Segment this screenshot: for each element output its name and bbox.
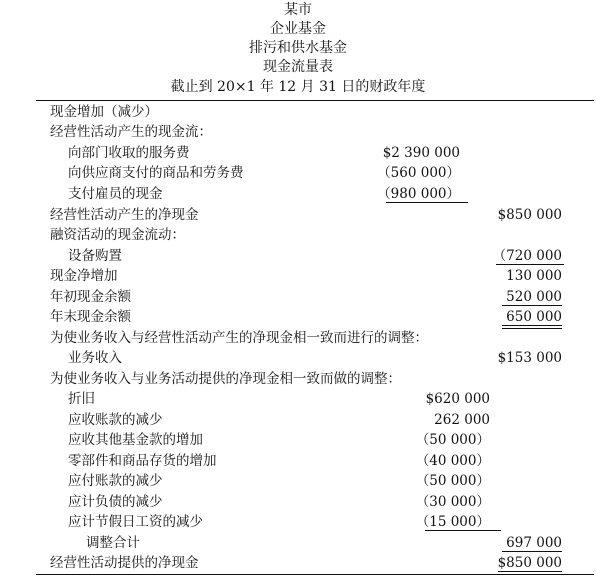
table-row (0, 266, 596, 286)
amount-detail: 262 000 (434, 412, 490, 428)
table-row (0, 410, 596, 430)
subtotal-underline (502, 305, 562, 306)
row-label: 经营性活动提供的净现金 (50, 555, 199, 571)
amount-detail: （30 000） (415, 494, 490, 510)
table-row (0, 512, 596, 532)
table-row (0, 328, 596, 348)
table-row (0, 163, 596, 183)
row-label: 年末现金余额 (50, 309, 131, 325)
amount-detail: （980 000） (377, 186, 460, 202)
table-row (0, 451, 596, 471)
table-row (0, 389, 596, 409)
row-label: 经营性活动产生的现金流： (50, 124, 212, 140)
row-label: 应计负债的减少 (68, 494, 163, 510)
row-label: 现金净增加 (50, 268, 118, 284)
row-label: 应付账款的减少 (68, 473, 163, 489)
table-row (0, 246, 596, 266)
table-row (0, 471, 596, 491)
header-city: 某市 (284, 2, 312, 18)
table-row (0, 430, 596, 450)
row-label: 折旧 (68, 391, 95, 407)
row-label: 调整合计 (86, 535, 140, 551)
header-fund-type: 企业基金 (270, 21, 326, 37)
amount-total: （720 000 (492, 248, 562, 264)
row-label: 向部门收取的服务费 (68, 145, 190, 161)
row-label: 业务收入 (68, 350, 122, 366)
table-row (0, 143, 596, 163)
amount-detail: $2 390 000 (382, 145, 460, 161)
amount-total: 520 000 (506, 289, 562, 305)
subtotal-underline (496, 264, 564, 265)
amount-total: 130 000 (506, 268, 562, 284)
row-label: 年初现金余额 (50, 289, 131, 305)
table-row (0, 122, 596, 142)
amount-detail: （40 000） (415, 453, 490, 469)
row-label: 向供应商支付的商品和劳务费 (68, 165, 244, 181)
amount-detail: （50 000） (415, 473, 490, 489)
bottom-rule (36, 574, 594, 575)
row-label: 应收其他基金款的增加 (68, 432, 203, 448)
header-period: 截止到 20×1 年 12 月 31 日的财政年度 (170, 79, 426, 95)
row-label: 设备购置 (68, 248, 122, 264)
row-label: 支付雇员的现金 (68, 186, 163, 202)
table-row (0, 533, 596, 553)
row-label: 零部件和商品存货的增加 (68, 453, 217, 469)
amount-total: 697 000 (506, 535, 562, 551)
top-rule (36, 100, 594, 101)
header-statement-title: 现金流量表 (263, 59, 333, 75)
row-label: 应收账款的减少 (68, 412, 163, 428)
row-label: 为使业务收入与经营性活动产生的净现金相一致而进行的调整： (50, 330, 428, 346)
subtotal-underline (386, 202, 468, 203)
table-row (0, 307, 596, 327)
subtotal-underline (502, 551, 562, 552)
table-row (0, 102, 596, 122)
row-label: 融资活动的现金流动： (50, 227, 185, 243)
table-row (0, 492, 596, 512)
amount-total: $850 000 (497, 555, 562, 571)
row-label: 为使业务收入与业务活动提供的净现金相一致而做的调整： (50, 371, 401, 387)
amount-detail: （50 000） (415, 432, 490, 448)
row-label: 应计节假日工资的减少 (68, 514, 203, 530)
table-row (0, 553, 596, 573)
amount-detail: $620 000 (425, 391, 490, 407)
amount-total: 650 000 (506, 309, 562, 325)
header-fund-name: 排污和供水基金 (249, 40, 347, 56)
table-row (0, 205, 596, 225)
amount-total: $850 000 (497, 207, 562, 223)
amount-detail: （560 000） (377, 165, 460, 181)
table-row (0, 225, 596, 245)
row-label: 经营性活动产生的净现金 (50, 207, 199, 223)
amount-detail: （15 000） (415, 514, 490, 530)
table-row (0, 348, 596, 368)
row-label: 现金增加（减少） (50, 104, 158, 120)
table-row (0, 184, 596, 204)
amount-total: $153 000 (497, 350, 562, 366)
subtotal-underline (425, 530, 501, 531)
table-row (0, 287, 596, 307)
table-row (0, 369, 596, 389)
